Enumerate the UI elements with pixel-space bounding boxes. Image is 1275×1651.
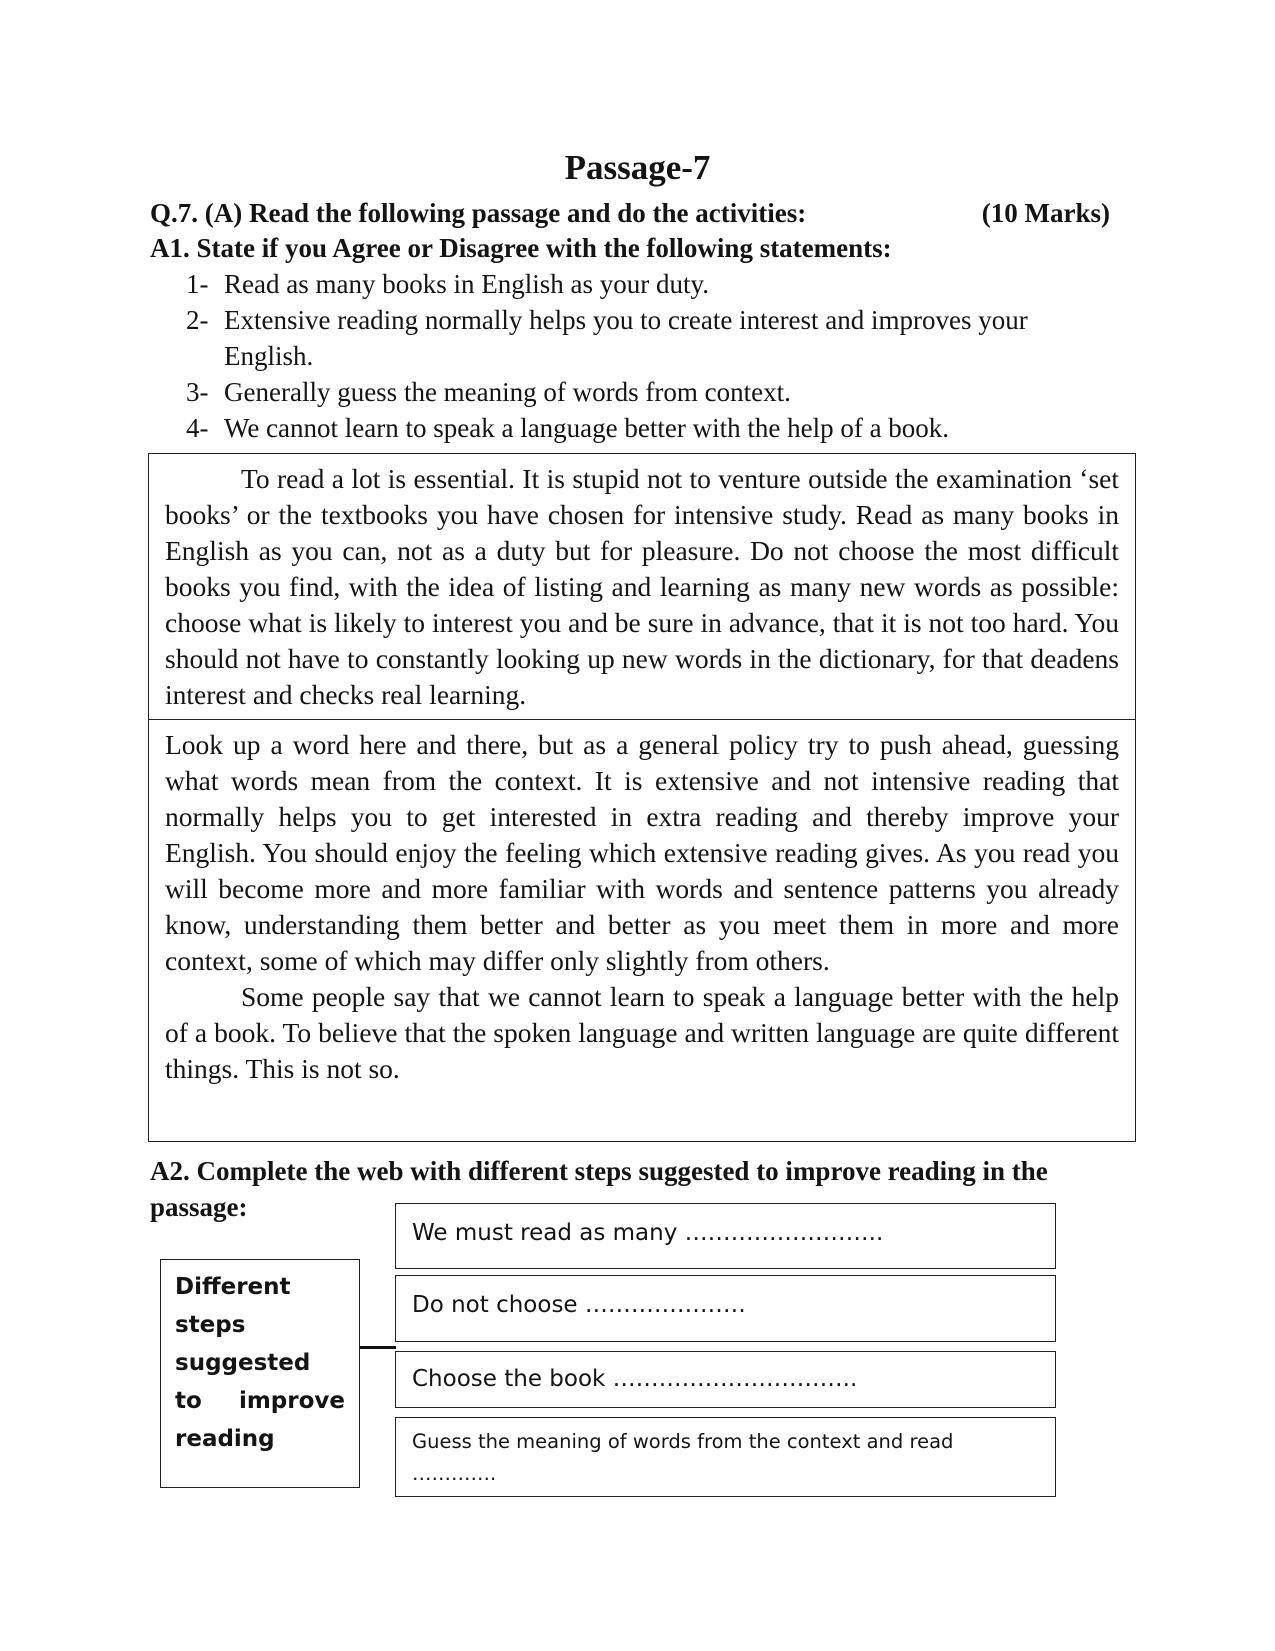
list-item xyxy=(186,374,1106,410)
web-answer-box[interactable]: Choose the book ………………………….. xyxy=(395,1351,1056,1408)
list-item xyxy=(186,302,1106,374)
statement-list xyxy=(186,266,1106,446)
web-center-box: Different steps suggested to improve reading xyxy=(160,1259,360,1488)
list-item xyxy=(186,266,1106,302)
web-connector-line xyxy=(360,1346,396,1349)
marks-label: (10 Marks) xyxy=(981,198,1110,228)
statement-number: 1- xyxy=(186,269,209,299)
statement-text: We cannot learn to speak a language better with the help of a book. xyxy=(224,413,950,443)
statement-number: 4- xyxy=(186,413,209,443)
question-text: Q.7. (A) Read the following passage and do the activities: xyxy=(150,198,807,228)
passage-box-2 xyxy=(148,719,1136,1142)
web-answer-box[interactable]: We must read as many …………………….. xyxy=(395,1203,1056,1269)
a1-heading: A1. State if you Agree or Disagree with the following statements: xyxy=(150,233,892,263)
passage-paragraph: Some people say that we cannot learn to speak a language better with the help of a book. To believe that the spoken language and written language are quite different things. This is not so. xyxy=(165,981,1119,1084)
passage-paragraph: To read a lot is essential. It is stupid not to venture outside the examination ‘set books’ or the textbooks you have chosen for intensive study. Read as many books in English as you can, not as a duty but for pleasure. Do not choose the most difficult books you find, with the idea of listing and learning as many new words as possible: choose what is likely to interest you and be sure in advance, that it is not too hard. You should not have to constantly looking up new words in the dictionary, for that deadens interest and checks real learning. xyxy=(165,463,1119,710)
a2-heading: A2. Complete the web with different steps suggested to improve reading in the passage: xyxy=(150,1156,1048,1222)
passage-box-1 xyxy=(148,453,1136,720)
statement-number: 3- xyxy=(186,377,209,407)
web-answer-box[interactable]: Do not choose ………………… xyxy=(395,1275,1056,1342)
passage-paragraph: Look up a word here and there, but as a general policy try to push ahead, guessing what words mean from the context. It is extensive and not intensive reading that normally helps you to get interested in extra reading and thereby improve your English. You should enjoy the feeling which extensive reading gives. As you read you will become more and more familiar with words and sentence patterns you already know, understanding them better and better as you meet them in more and more context, some of which may differ only slightly from others. xyxy=(165,729,1119,976)
question-heading xyxy=(150,196,1110,230)
page-title: Passage-7 xyxy=(564,148,711,187)
statement-text: Read as many books in English as your duty. xyxy=(224,269,709,299)
statement-text: Extensive reading normally helps you to create interest and improves your English. xyxy=(224,305,1028,371)
statement-text: Generally guess the meaning of words from context. xyxy=(224,377,791,407)
list-item xyxy=(186,410,1106,446)
statement-number: 2- xyxy=(186,305,209,335)
web-answer-box[interactable]: Guess the meaning of words from the context and read …………. xyxy=(395,1417,1056,1497)
